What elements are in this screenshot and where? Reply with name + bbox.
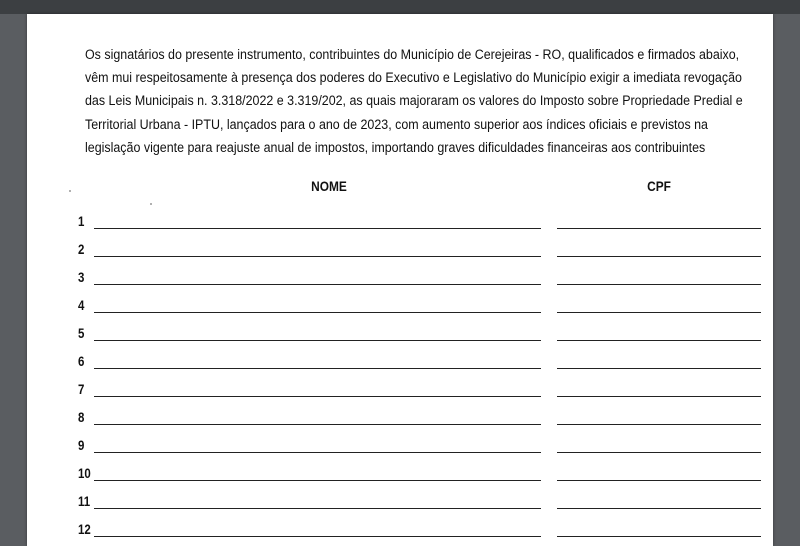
viewer-top-bar <box>0 0 800 14</box>
cpf-signature-line[interactable] <box>557 452 761 453</box>
cpf-signature-line[interactable] <box>557 536 761 537</box>
cpf-signature-line[interactable] <box>557 256 761 257</box>
cpf-signature-line[interactable] <box>557 228 761 229</box>
row-number: 12 <box>78 522 91 537</box>
signature-row <box>27 522 773 546</box>
signature-row <box>27 494 773 522</box>
signature-row <box>27 326 773 354</box>
petition-line: Os signatários do presente instrumento, contribuintes do Município de Cerejeiras - RO, qualificados e firmados abaixo, <box>85 47 740 62</box>
nome-signature-line[interactable] <box>94 452 541 453</box>
row-number: 8 <box>78 410 85 425</box>
row-number: 3 <box>78 270 85 285</box>
row-number: 4 <box>78 298 85 313</box>
signature-row <box>27 270 773 298</box>
signature-row <box>27 410 773 438</box>
document-page <box>27 14 773 546</box>
nome-signature-line[interactable] <box>94 256 541 257</box>
signature-row <box>27 354 773 382</box>
cpf-signature-line[interactable] <box>557 508 761 509</box>
petition-line: vêm mui respeitosamente à presença dos poderes do Executivo e Legislativo do Município exigir a imediata revogação <box>85 70 742 86</box>
row-number: 7 <box>78 382 85 397</box>
row-number: 1 <box>78 214 85 229</box>
cpf-signature-line[interactable] <box>557 340 761 341</box>
petition-line: legislação vigente para reajuste anual de impostos, importando graves dificuldades financeiras aos contribuintes <box>85 139 706 155</box>
nome-signature-line[interactable] <box>94 480 541 481</box>
nome-signature-line[interactable] <box>94 368 541 369</box>
column-header-cpf: CPF <box>647 178 671 194</box>
signature-row <box>27 438 773 466</box>
cpf-signature-line[interactable] <box>557 424 761 425</box>
petition-text <box>85 43 743 159</box>
row-number: 5 <box>78 326 85 341</box>
row-number: 9 <box>78 438 85 453</box>
nome-signature-line[interactable] <box>94 396 541 397</box>
signature-row <box>27 214 773 242</box>
nome-signature-line[interactable] <box>94 508 541 509</box>
cpf-signature-line[interactable] <box>557 480 761 481</box>
row-number: 6 <box>78 354 85 369</box>
nome-signature-line[interactable] <box>94 424 541 425</box>
row-number: 10 <box>78 466 91 481</box>
column-header-nome: NOME <box>311 178 347 194</box>
scan-speck <box>150 203 152 205</box>
row-number: 2 <box>78 242 85 257</box>
signature-row <box>27 298 773 326</box>
petition-line: das Leis Municipais n. 3.318/2022 e 3.319/202, as quais majoraram os valores do Imposto sobre Propriedade Predial e <box>85 93 743 109</box>
cpf-signature-line[interactable] <box>557 284 761 285</box>
cpf-signature-line[interactable] <box>557 396 761 397</box>
row-number: 11 <box>78 494 91 509</box>
nome-signature-line[interactable] <box>94 536 541 537</box>
petition-line: Territorial Urbana - IPTU, lançados para o ano de 2023, com aumento superior aos índices oficiais e previstos na <box>85 116 708 132</box>
signature-row <box>27 466 773 494</box>
nome-signature-line[interactable] <box>94 340 541 341</box>
nome-signature-line[interactable] <box>94 312 541 313</box>
cpf-signature-line[interactable] <box>557 368 761 369</box>
nome-signature-line[interactable] <box>94 228 541 229</box>
signature-row <box>27 382 773 410</box>
signature-row <box>27 242 773 270</box>
nome-signature-line[interactable] <box>94 284 541 285</box>
cpf-signature-line[interactable] <box>557 312 761 313</box>
scan-speck <box>69 190 71 192</box>
